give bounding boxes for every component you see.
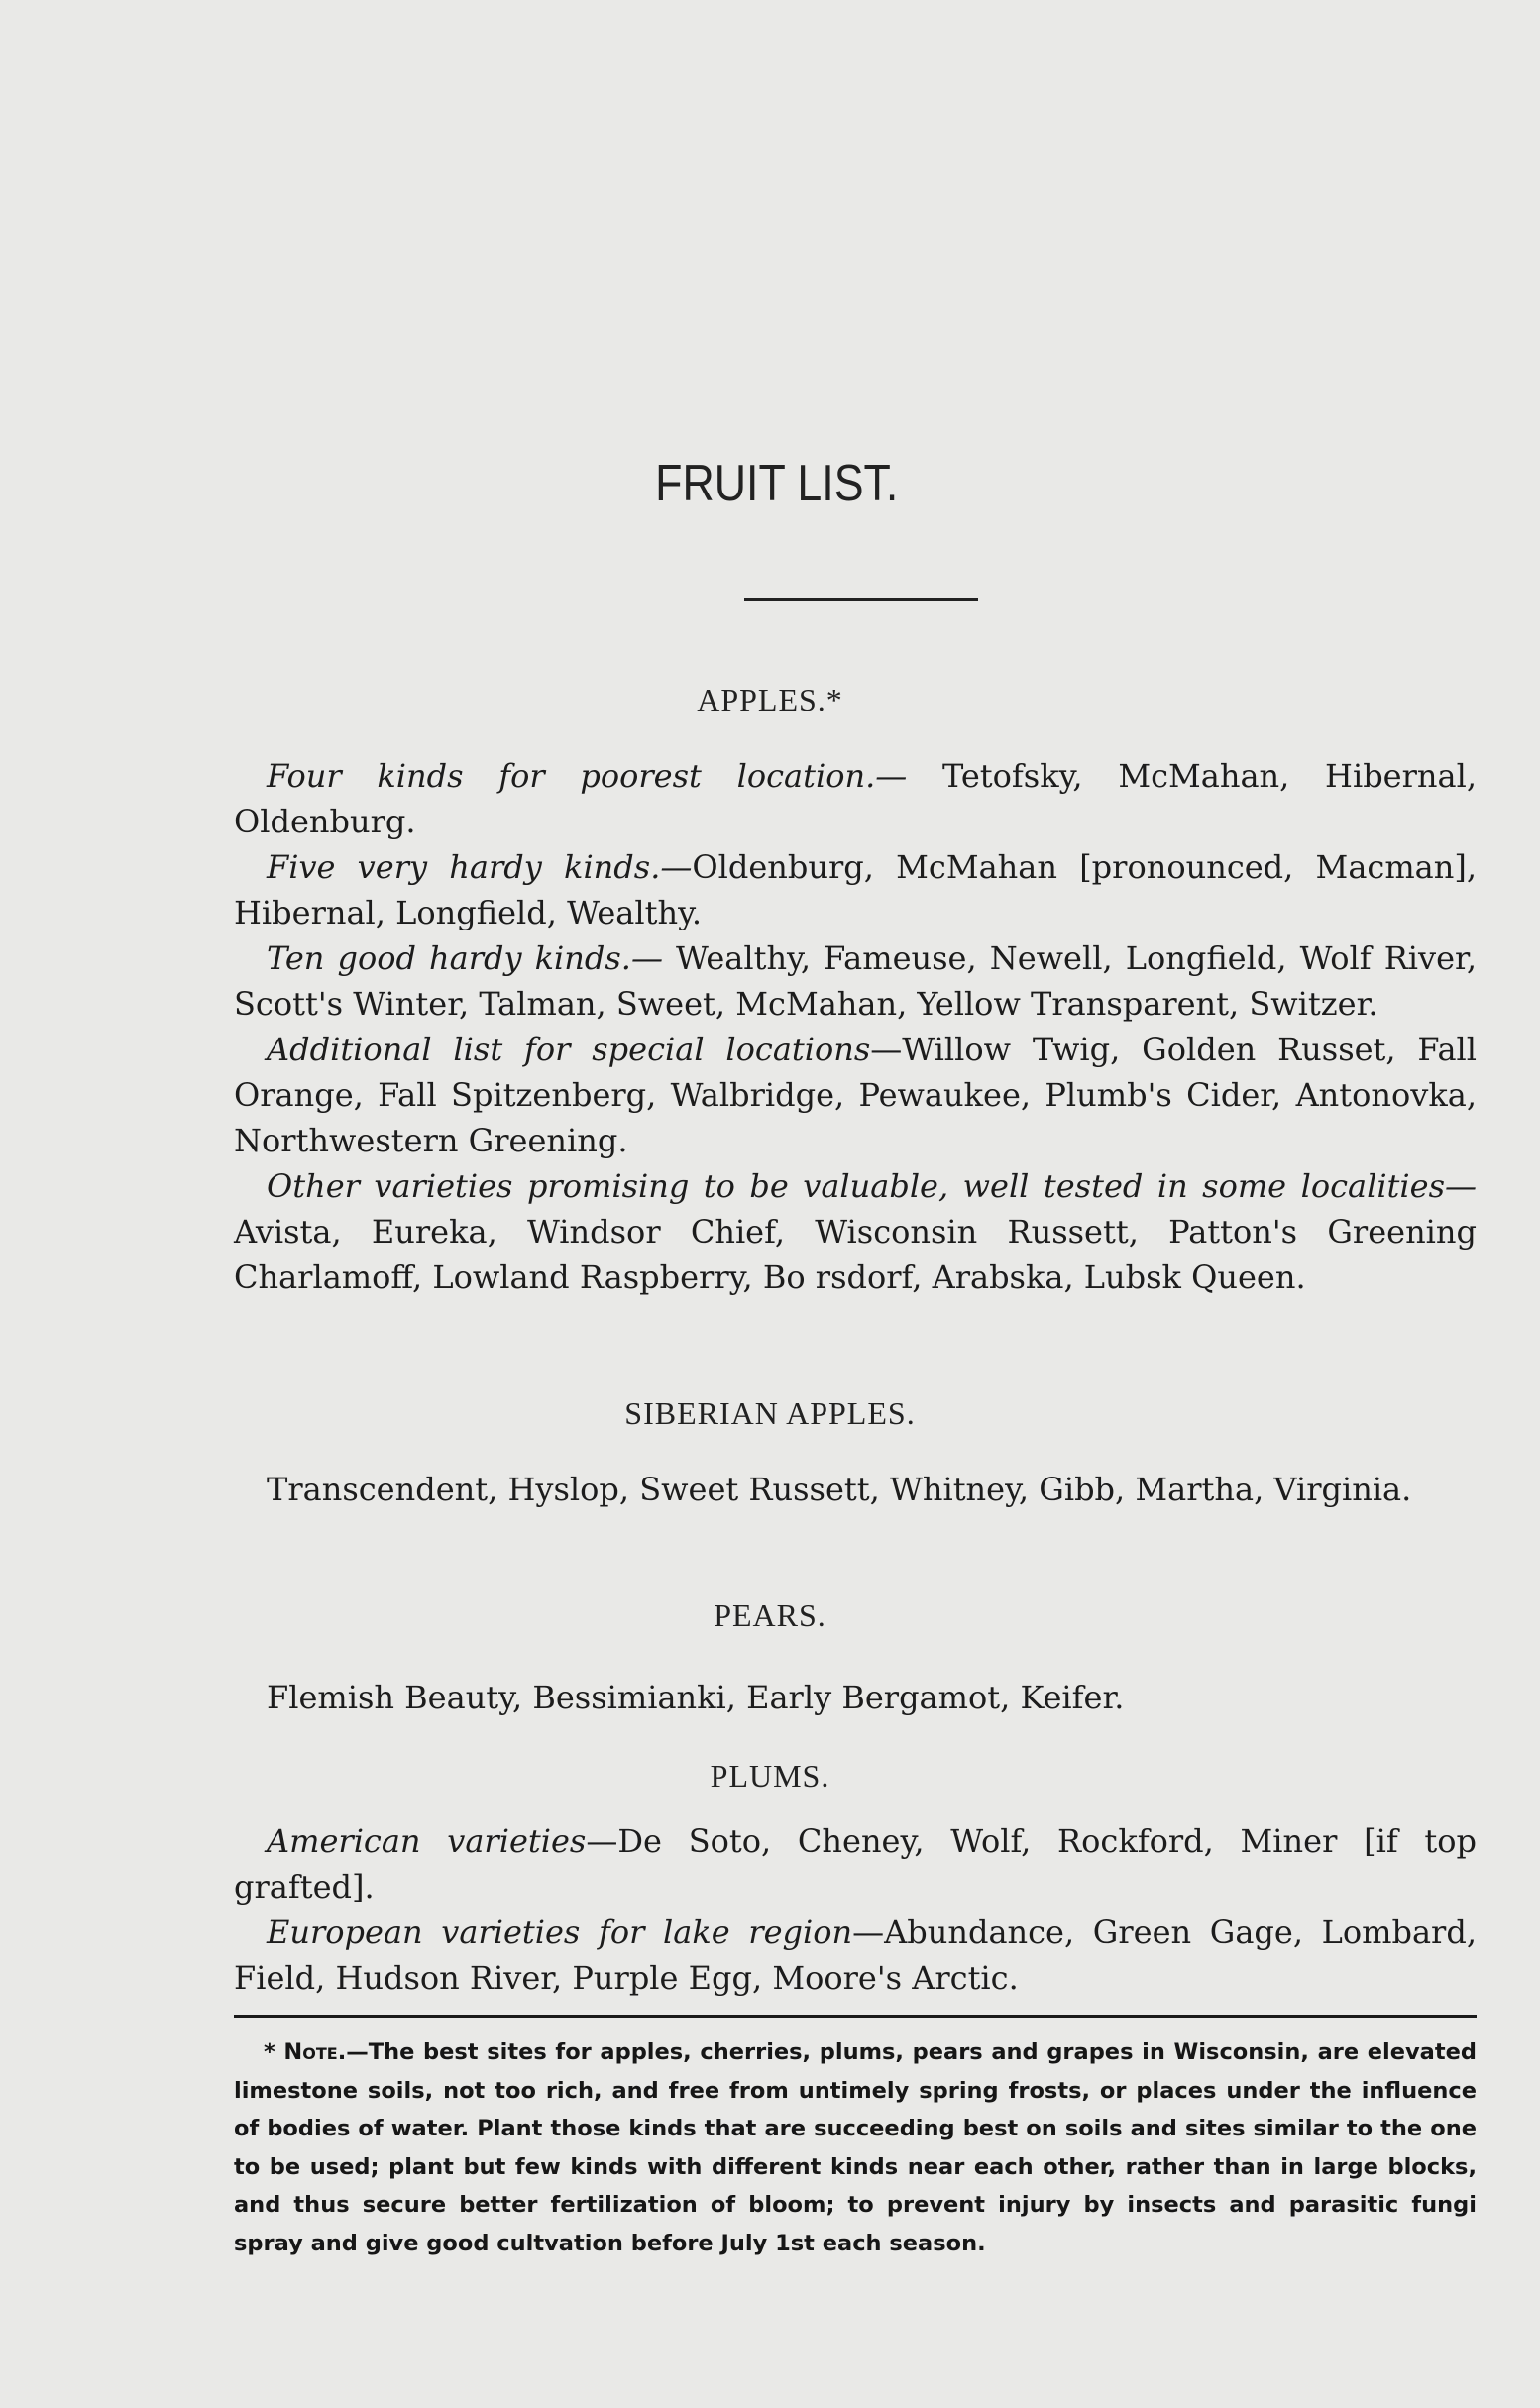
paragraph-label: Five very hardy kinds.— bbox=[267, 848, 693, 886]
paragraph-label: Ten good hardy kinds.— bbox=[267, 939, 663, 977]
apples-paragraph bbox=[234, 1163, 1477, 1300]
plums-paragraph bbox=[234, 1910, 1477, 2001]
paragraph-label: Four kinds for poorest location.— bbox=[267, 757, 908, 795]
paragraph-text: Oldenburg, McMahan [pronounced, Macman], Hibernal, Longfield, Wealthy. bbox=[234, 848, 1478, 931]
siberian-content bbox=[234, 1467, 1477, 1512]
section-heading-pears: PEARS. bbox=[714, 1597, 826, 1633]
pears-paragraph: Flemish Beauty, Bessimianki, Early Bergamot, Keifer. bbox=[267, 1679, 1125, 1716]
section-heading-plums: PLUMS. bbox=[710, 1758, 830, 1794]
paragraph-text: Tetofsky, McMahan, Hibernal, Oldenburg. bbox=[234, 757, 1478, 840]
paragraph-label: European varieties for lake region bbox=[267, 1914, 853, 1951]
title-rule bbox=[744, 598, 978, 601]
paragraph-text: Wealthy, Fameuse, Newell, Longfield, Wolf River, Scott's Winter, Talman, Sweet, McMahan, Yellow Transparent, Switzer. bbox=[234, 939, 1477, 1023]
pears-content bbox=[234, 1675, 1477, 1720]
paragraph-label: Other varieties promising to be valuable, well tested in some localities— bbox=[267, 1167, 1477, 1205]
footnote-rule bbox=[234, 2015, 1477, 2018]
section-heading-apples: APPLES.* bbox=[697, 682, 843, 717]
plums-content bbox=[234, 1818, 1477, 2001]
apples-paragraph bbox=[234, 935, 1477, 1027]
apples-content bbox=[234, 753, 1477, 1300]
plums-paragraph bbox=[234, 1818, 1477, 1910]
paragraph-label: American varieties bbox=[267, 1822, 587, 1860]
apples-paragraph bbox=[234, 844, 1477, 935]
footnote-label: * Note. bbox=[264, 2039, 347, 2065]
footnote-text: —The best sites for apples, cherries, plums, pears and grapes in Wisconsin, are elevated limestone soils, not too rich, and free from untimely spring frosts, or places under the influence of bodies of water. Plant those kinds that are succeeding best on soils and sites similar to the one to be used; plant but few kinds with different kinds near each other, rather than in large blocks, and thus secure better fertilization of bloom; to prevent injury by insects and parasitic fungi spray and give good cultvation before July 1st each season. bbox=[234, 2039, 1477, 2256]
apples-paragraph bbox=[234, 1027, 1477, 1163]
paragraph-label: Additional list for special locations bbox=[267, 1031, 871, 1068]
apples-paragraph bbox=[234, 753, 1477, 844]
paragraph-text: —De Soto, Cheney, Wolf, Rockford, Miner [if top grafted]. bbox=[234, 1822, 1478, 1906]
section-heading-siberian-apples: SIBERIAN APPLES. bbox=[624, 1395, 916, 1431]
paragraph-text: —Abundance, Green Gage, Lombard, Field, Hudson River, Purple Egg, Moore's Arctic. bbox=[234, 1914, 1478, 1997]
footnote bbox=[234, 2033, 1477, 2263]
siberian-paragraph: Transcendent, Hyslop, Sweet Russett, Whitney, Gibb, Martha, Virginia. bbox=[267, 1471, 1412, 1508]
paragraph-text: —Willow Twig, Golden Russet, Fall Orange, Fall Spitzenberg, Walbridge, Pewaukee, Plumb's Cider, Antonovka, Northwestern Greening. bbox=[234, 1031, 1477, 1159]
page-title: FRUIT LIST. bbox=[655, 455, 899, 512]
paragraph-text: Avista, Eureka, Windsor Chief, Wisconsin Russett, Patton's Greening Charlamoff, Lowland Raspberry, Bo rsdorf, Arabska, Lubsk Queen. bbox=[234, 1213, 1477, 1296]
